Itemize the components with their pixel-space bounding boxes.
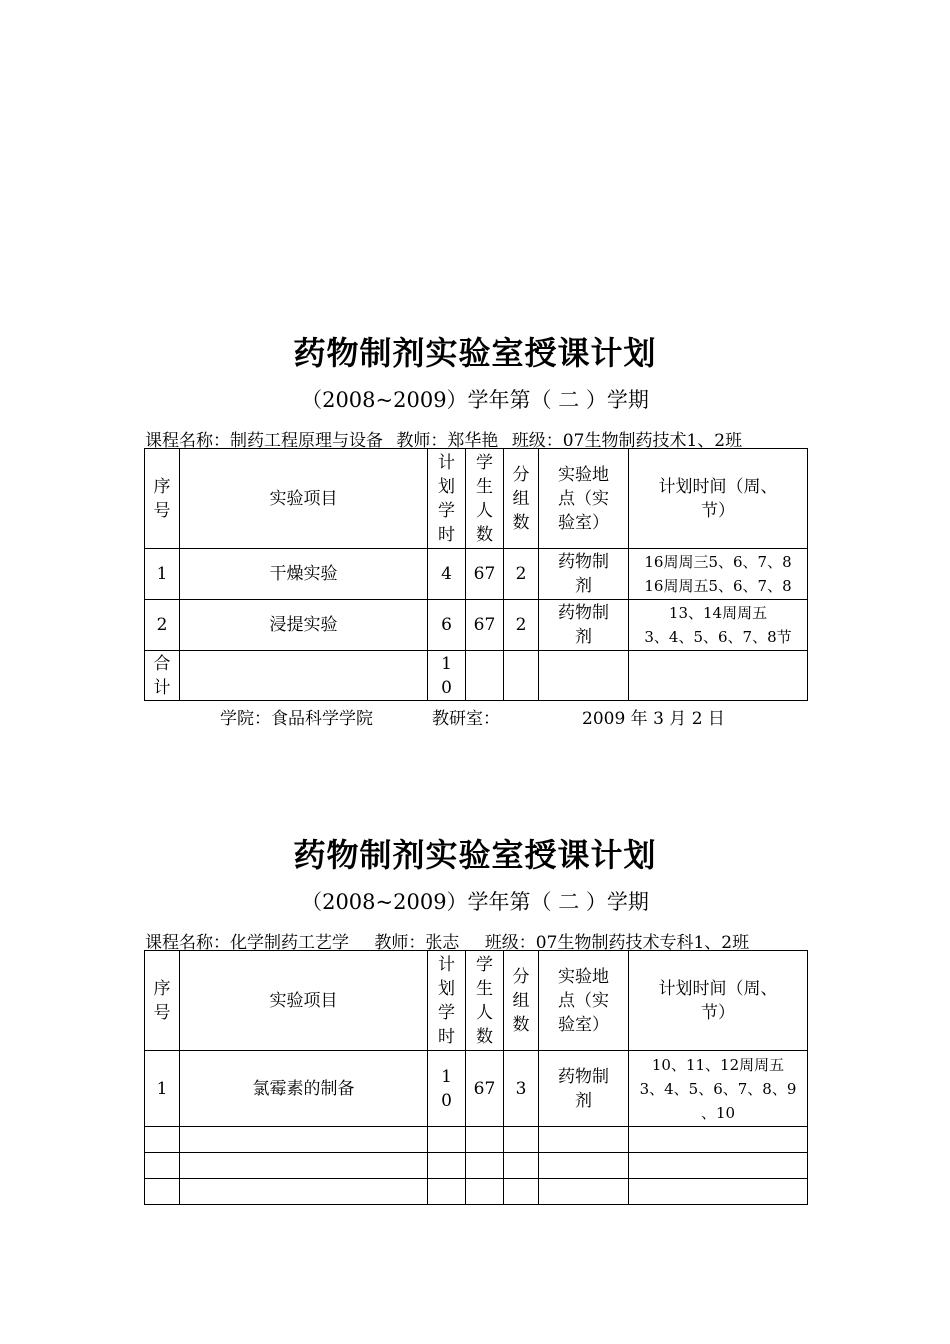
table-row <box>145 549 808 600</box>
plan2-course-name: 课程名称：化学制药工艺学 <box>145 933 349 953</box>
header-students: 学生人数 <box>476 954 493 1047</box>
time-line: 、10 <box>700 1103 736 1122</box>
cell-groups: 2 <box>504 600 539 651</box>
cell-location: 药物制剂 <box>558 1066 609 1111</box>
plan1-title: 药物制剂实验室授课计划 <box>293 334 657 372</box>
header-seq: 序号 <box>153 978 171 1023</box>
time-line: 3、4、5、6、7、8节 <box>644 628 792 646</box>
cell-students: 67 <box>466 600 504 651</box>
header-groups: 分组数 <box>512 464 530 533</box>
cell-time <box>629 1051 808 1127</box>
table-total-row <box>145 651 808 701</box>
time-line: 10、11、12周周五 <box>651 1055 785 1074</box>
header-time: 计划时间（周、节） <box>658 476 778 521</box>
header-hours: 计划学时 <box>438 954 455 1047</box>
cell-seq: 2 <box>145 600 180 651</box>
cell-groups: 2 <box>504 549 539 600</box>
plan2-title: 药物制剂实验室授课计划 <box>293 836 657 874</box>
plan2-class: 班级：07生物制药技术专科1、2班 <box>484 933 750 953</box>
cell-item: 干燥实验 <box>180 549 428 600</box>
table-row-empty <box>145 1127 808 1153</box>
cell-seq: 1 <box>145 1051 180 1127</box>
header-hours: 计划学时 <box>438 452 455 545</box>
header-item: 实验项目 <box>180 951 428 1051</box>
total-label: 合计 <box>153 653 171 698</box>
table-row <box>145 1051 808 1127</box>
cell-item: 氯霉素的制备 <box>180 1051 428 1127</box>
cell-hours: 6 <box>428 600 466 651</box>
plan1-footer-college: 学院：食品科学学院 <box>220 709 373 729</box>
plan1-footer-date: 2009 年 3 月 2 日 <box>582 709 725 729</box>
plan1-course-name: 课程名称：制药工程原理与设备 <box>145 431 383 451</box>
total-item <box>180 651 428 701</box>
time-line: 16周周五5、6、7、8 <box>644 577 792 595</box>
cell-item: 浸提实验 <box>180 600 428 651</box>
plan1-class: 班级：07生物制药技术1、2班 <box>511 431 743 451</box>
cell-location: 药物制剂 <box>558 603 609 647</box>
time-line: 13、14周周五 <box>668 604 768 622</box>
table-row-empty <box>145 1179 808 1205</box>
total-hours: 10 <box>441 653 452 698</box>
plan1-term: （2008~2009）学年第（ 二 ）学期 <box>301 388 649 412</box>
table-row-empty <box>145 1153 808 1179</box>
plan1-footer-office: 教研室： <box>432 709 500 729</box>
cell-hours: 10 <box>441 1066 452 1111</box>
plan2-term: （2008~2009）学年第（ 二 ）学期 <box>301 890 649 914</box>
time-line: 3、4、5、6、7、8、9 <box>639 1079 797 1098</box>
header-location: 实验地点（实验室） <box>558 966 609 1035</box>
table-row <box>145 600 808 651</box>
header-seq: 序号 <box>153 476 171 521</box>
plan1-table <box>144 448 808 701</box>
header-time: 计划时间（周、节） <box>658 978 778 1023</box>
header-groups: 分组数 <box>512 966 530 1035</box>
table-header-row <box>145 449 808 549</box>
plan2-table <box>144 950 808 1205</box>
cell-seq: 1 <box>145 549 180 600</box>
cell-hours: 4 <box>428 549 466 600</box>
cell-groups: 3 <box>504 1051 539 1127</box>
plan1-teacher: 教师：郑华艳 <box>396 431 499 451</box>
header-students: 学生人数 <box>476 452 493 545</box>
cell-time <box>629 549 808 600</box>
header-location: 实验地点（实验室） <box>558 464 609 533</box>
table-header-row <box>145 951 808 1051</box>
cell-location: 药物制剂 <box>558 552 609 596</box>
cell-students: 67 <box>466 1051 504 1127</box>
time-line: 16周周三5、6、7、8 <box>644 553 792 571</box>
plan2-teacher: 教师：张志 <box>374 933 460 953</box>
header-item: 实验项目 <box>180 449 428 549</box>
cell-students: 67 <box>466 549 504 600</box>
cell-time <box>629 600 808 651</box>
